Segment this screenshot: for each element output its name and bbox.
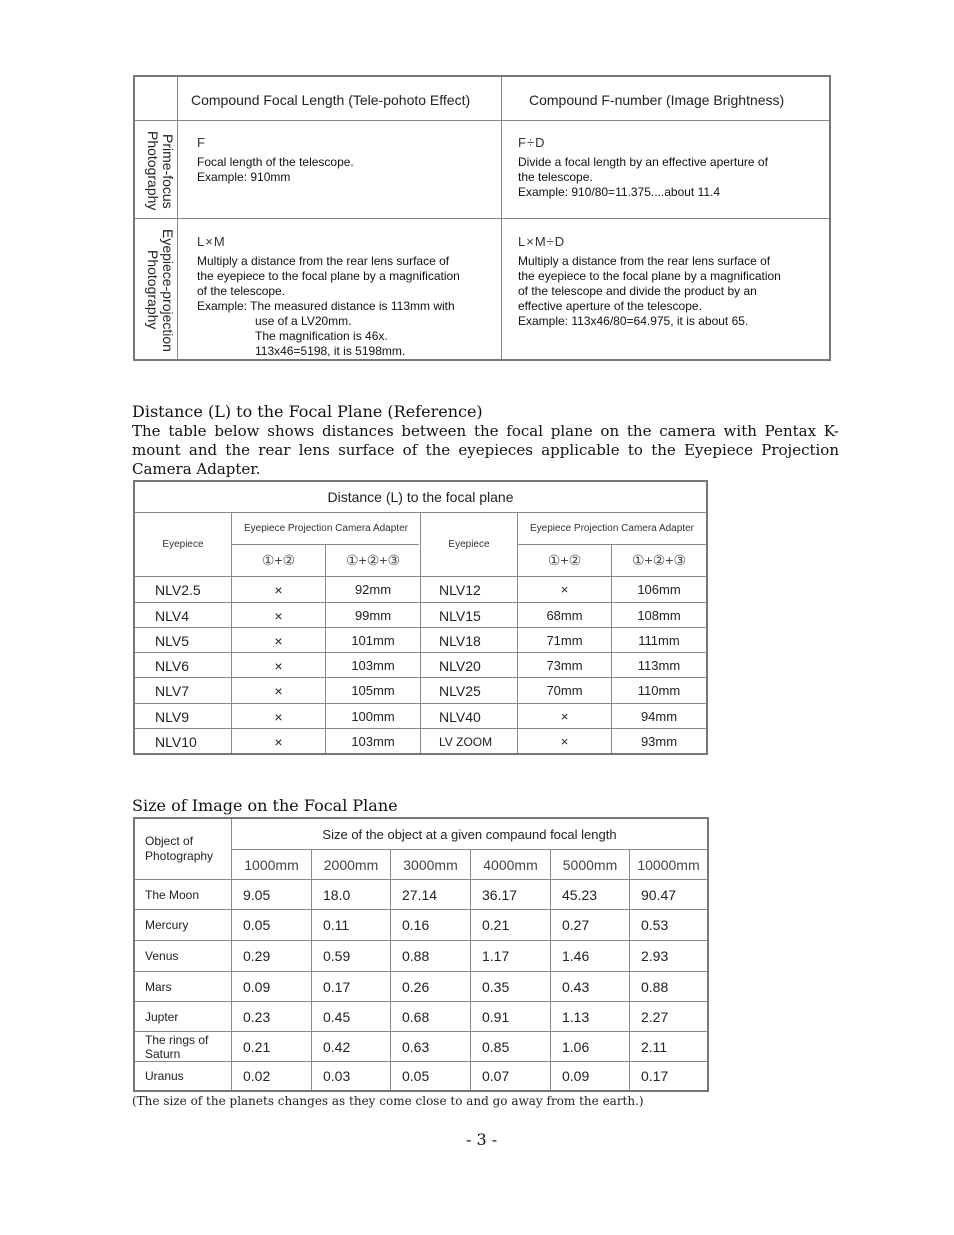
- grid-line: [135, 120, 829, 121]
- image-size-value-cell: 0.21: [243, 1038, 271, 1055]
- image-size-value-cell: 0.45: [323, 1008, 351, 1025]
- image-size-value-cell: 0.16: [402, 917, 430, 933]
- image-size-value-cell: 0.43: [562, 978, 590, 995]
- focal-length-header: 1000mm: [244, 856, 299, 873]
- image-size-value-cell: 0.23: [243, 1008, 271, 1025]
- image-size-value-cell: 0.88: [402, 948, 430, 964]
- formula-text: L×M: [197, 234, 226, 249]
- distance-value-cell: 94mm: [640, 709, 678, 724]
- distance-value-cell: 70mm: [546, 683, 583, 698]
- cell-line: The magnification is 46x.: [255, 329, 388, 343]
- distance-value-cell: 103mm: [351, 734, 395, 749]
- eyepiece-name-cell: NLV6: [155, 657, 189, 674]
- distance-value-cell: 103mm: [351, 658, 395, 673]
- distance-value-cell: ×: [560, 582, 569, 597]
- eyepiece-name-cell: NLV25: [439, 682, 481, 699]
- formula-text: F÷D: [518, 135, 546, 150]
- distance-value-cell: ×: [560, 709, 569, 724]
- cell-line: the eyepiece to the focal plane by a magnification: [518, 269, 781, 283]
- image-size-value-cell: 9.05: [243, 886, 271, 903]
- image-size-value-cell: 0.88: [641, 978, 669, 995]
- cell-line: Example: The measured distance is 113mm with: [197, 299, 455, 313]
- image-size-value-cell: 0.11: [323, 917, 350, 933]
- eyepiece-name-cell: NLV20: [439, 657, 481, 674]
- header-sub-a-right: ①+②: [547, 552, 582, 568]
- header-sub-a-left: ①+②: [261, 552, 296, 568]
- header-compound-f-number: Compound F-number (Image Brightness): [529, 92, 785, 108]
- image-size-value-cell: 0.27: [562, 917, 590, 933]
- distance-table: [133, 480, 708, 755]
- image-size-value-cell: 0.35: [482, 978, 510, 995]
- cell-line: of the telescope.: [197, 284, 286, 298]
- grid-line: [629, 849, 630, 1090]
- eyepiece-name-cell: NLV10: [155, 733, 197, 750]
- distance-value-cell: 101mm: [351, 633, 395, 648]
- header-eyepiece-right: Eyepiece: [448, 539, 490, 550]
- image-size-value-cell: 1.46: [562, 948, 590, 964]
- grid-line: [470, 849, 471, 1090]
- grid-line: [311, 849, 312, 1090]
- distance-table-title: Distance (L) to the focal plane: [327, 489, 514, 505]
- image-size-value-cell: 0.63: [402, 1038, 430, 1055]
- image-size-value-cell: 1.13: [562, 1008, 590, 1025]
- header-sub-b-left: ①+②+③: [345, 552, 400, 568]
- image-size-value-cell: 2.27: [641, 1008, 669, 1025]
- image-size-value-cell: 0.91: [482, 1008, 510, 1025]
- image-size-value-cell: 1.17: [482, 948, 510, 964]
- distance-value-cell: 71mm: [546, 633, 583, 648]
- distance-value-cell: ×: [274, 632, 283, 649]
- cell-line: the eyepiece to the focal plane by a magnification: [197, 269, 460, 283]
- image-size-value-cell: 0.09: [562, 1068, 590, 1084]
- eyepiece-name-cell: NLV7: [155, 682, 189, 699]
- grid-line: [135, 218, 829, 219]
- cell-line: Example: 910/80=11.375....about 11.4: [518, 185, 721, 199]
- focal-length-header: 2000mm: [323, 856, 379, 873]
- image-size-value-cell: 0.09: [243, 978, 271, 995]
- formula-table: [133, 75, 831, 361]
- cell-line: use of a LV20mm.: [255, 314, 352, 328]
- object-name-cell: Jupter: [145, 1009, 179, 1024]
- image-size-value-cell: 0.68: [402, 1008, 430, 1025]
- distance-value-cell: ×: [274, 657, 283, 674]
- section-paragraph-distance: The table below shows distances between the focal plane on the camera with Pentax K-mount and the rear lens surface of the eyepieces applicable to the Eyepiece Projection Camera Adapter.: [132, 422, 839, 478]
- image-size-value-cell: 0.05: [243, 917, 271, 933]
- eyepiece-name-cell: NLV12: [439, 581, 481, 598]
- footnote: (The size of the planets changes as they come close to and go away from the earth.): [132, 1094, 644, 1108]
- cell-prime-focal-length: [197, 135, 492, 185]
- distance-value-cell: ×: [560, 734, 569, 749]
- distance-value-cell: 93mm: [640, 734, 678, 749]
- object-name-cell: Mars: [145, 979, 172, 994]
- focal-length-header: 3000mm: [403, 856, 458, 873]
- distance-value-cell: ×: [274, 581, 283, 598]
- section-heading-distance: Distance (L) to the Focal Plane (Reference): [132, 402, 483, 421]
- eyepiece-name-cell: NLV2.5: [155, 581, 201, 598]
- distance-value-cell: 68mm: [546, 608, 583, 623]
- eyepiece-name-cell: NLV9: [155, 708, 189, 725]
- cell-eyepiece-f-number: [518, 234, 823, 329]
- header-size-span: Size of the object at a given compaund focal length: [322, 826, 617, 842]
- cell-prime-f-number: [518, 135, 823, 200]
- grid-line: [550, 849, 551, 1090]
- cell-eyepiece-focal-length: [197, 234, 497, 359]
- image-size-value-cell: 0.02: [243, 1068, 271, 1084]
- focal-length-header: 4000mm: [483, 856, 538, 873]
- object-name-cell: Venus: [145, 949, 179, 963]
- focal-length-header: 5000mm: [562, 856, 618, 873]
- image-size-value-cell: 90.47: [641, 886, 677, 903]
- image-size-value-cell: 0.21: [482, 917, 510, 933]
- image-size-value-cell: 0.59: [323, 948, 351, 964]
- distance-value-cell: ×: [274, 733, 283, 750]
- formula-text: F: [197, 135, 206, 150]
- header-eyepiece-left: Eyepiece: [162, 539, 204, 550]
- cell-line: effective aperture of the telescope.: [518, 299, 702, 313]
- cell-line: Example: 910mm: [197, 170, 291, 184]
- image-size-value-cell: 0.17: [641, 1068, 669, 1084]
- header-compound-focal-length: Compound Focal Length (Tele-pohoto Effect): [191, 92, 471, 108]
- image-size-table: [133, 817, 709, 1092]
- image-size-value-cell: 0.42: [323, 1038, 351, 1055]
- distance-value-cell: 113mm: [637, 658, 681, 673]
- object-name-cell: Mercury: [145, 918, 189, 932]
- cell-line: the telescope.: [518, 170, 593, 184]
- image-size-value-cell: 36.17: [482, 886, 518, 903]
- image-size-value-cell: 2.11: [641, 1038, 668, 1055]
- header-adapter-right: Eyepiece Projection Camera Adapter: [530, 523, 694, 534]
- image-size-value-cell: 0.05: [402, 1068, 430, 1084]
- image-size-value-cell: 0.85: [482, 1038, 510, 1055]
- image-size-value-cell: 18.0: [323, 886, 351, 903]
- image-size-value-cell: 0.26: [402, 978, 430, 995]
- image-size-value-cell: 0.03: [323, 1068, 351, 1084]
- distance-value-cell: 108mm: [637, 608, 681, 623]
- header-object-of-photography: Object of Photography: [145, 834, 214, 863]
- grid-line: [390, 849, 391, 1090]
- distance-value-cell: 100mm: [351, 709, 395, 724]
- object-name-cell: The Moon: [145, 887, 200, 902]
- distance-value-cell: 106mm: [637, 582, 681, 597]
- eyepiece-name-cell: NLV15: [439, 607, 481, 624]
- distance-value-cell: ×: [274, 682, 283, 699]
- cell-line: 113x46=5198, it is 5198mm.: [255, 344, 406, 358]
- section-heading-image-size: Size of Image on the Focal Plane: [132, 796, 398, 815]
- distance-value-cell: 99mm: [354, 608, 392, 623]
- row-label-eyepiece-projection: Eyepiece-projection Photography: [145, 228, 176, 352]
- cell-line: Multiply a distance from the rear lens surface of: [518, 254, 771, 268]
- header-adapter-left: Eyepiece Projection Camera Adapter: [244, 523, 408, 534]
- image-size-value-cell: 45.23: [562, 886, 598, 903]
- distance-value-cell: 110mm: [637, 683, 681, 698]
- distance-value-cell: 92mm: [354, 582, 392, 597]
- header-sub-b-right: ①+②+③: [631, 552, 686, 568]
- row-label-prime-focus: Prime-focus Photography: [145, 131, 176, 211]
- distance-value-cell: ×: [274, 708, 283, 725]
- image-size-value-cell: 27.14: [402, 886, 438, 903]
- eyepiece-name-cell: LV ZOOM: [439, 734, 493, 749]
- distance-value-cell: ×: [274, 607, 283, 624]
- eyepiece-name-cell: NLV5: [155, 632, 189, 649]
- object-name-cell: Uranus: [145, 1069, 184, 1083]
- focal-length-header: 10000mm: [637, 856, 700, 873]
- distance-value-cell: 105mm: [351, 683, 395, 698]
- image-size-value-cell: 0.17: [323, 978, 351, 995]
- distance-value-cell: 111mm: [638, 633, 680, 648]
- cell-line: of the telescope and divide the product by an: [518, 284, 757, 298]
- cell-line: Divide a focal length by an effective aperture of: [518, 155, 768, 169]
- page-number: - 3 -: [466, 1130, 498, 1149]
- image-size-value-cell: 0.29: [243, 948, 271, 964]
- image-size-value-cell: 1.06: [562, 1038, 590, 1055]
- distance-value-cell: 73mm: [546, 658, 583, 673]
- object-name-cell: The rings of Saturn: [145, 1032, 209, 1061]
- image-size-value-cell: 0.07: [482, 1068, 510, 1084]
- eyepiece-name-cell: NLV18: [439, 632, 481, 649]
- cell-line: Multiply a distance from the rear lens surface of: [197, 254, 450, 268]
- eyepiece-name-cell: NLV4: [155, 607, 189, 624]
- formula-text: L×M÷D: [518, 234, 566, 249]
- cell-line: Focal length of the telescope.: [197, 155, 354, 169]
- image-size-value-cell: 0.53: [641, 917, 669, 933]
- cell-line: Example: 113x46/80=64.975, it is about 65.: [518, 314, 749, 328]
- eyepiece-name-cell: NLV40: [439, 708, 481, 725]
- image-size-value-cell: 2.93: [641, 948, 669, 964]
